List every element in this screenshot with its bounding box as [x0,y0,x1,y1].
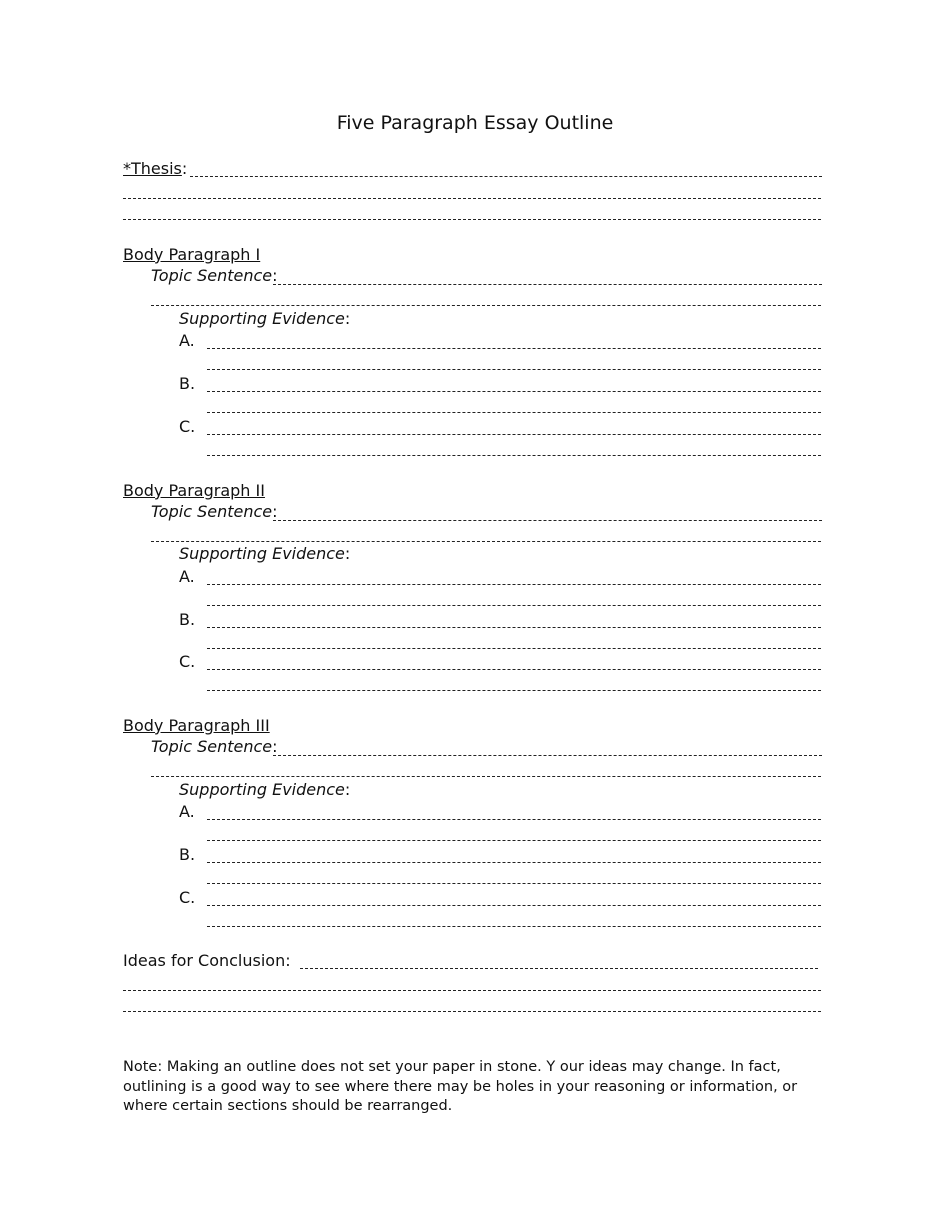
body-paragraph-3-heading: Body Paragraph III [123,716,270,735]
page-title: Five Paragraph Essay Outline [336,112,614,134]
thesis-label [123,159,187,179]
evidence-1b-line-1[interactable] [207,391,821,392]
evidence-2a-letter: A. [179,567,195,586]
evidence-1b-line-2[interactable] [207,412,821,413]
topic-sentence-2-text: Topic Sentence [151,502,273,521]
evidence-3a-line-1[interactable] [207,819,821,820]
evidence-2a-line-2[interactable] [207,605,821,606]
topic-sentence-1-line-2[interactable] [151,305,821,306]
topic-sentence-3-text: Topic Sentence [151,737,273,756]
evidence-1c-line-2[interactable] [207,455,821,456]
evidence-1a-letter: A. [179,331,195,350]
topic-sentence-1-line-1[interactable] [273,284,822,285]
topic-sentence-2-line-2[interactable] [151,541,821,542]
conclusion-line-3[interactable] [123,1011,821,1012]
conclusion-line-2[interactable] [123,990,821,991]
evidence-3c-letter: C. [179,888,196,907]
topic-sentence-3-label [151,737,278,757]
thesis-line-2[interactable] [123,198,821,199]
topic-sentence-3-colon: : [272,737,278,756]
evidence-3a-line-2[interactable] [207,840,821,841]
thesis-line-1[interactable] [190,176,822,177]
supporting-evidence-1-colon: : [344,309,351,328]
topic-sentence-3-line-2[interactable] [151,776,821,777]
body-paragraph-1-heading: Body Paragraph I [123,245,261,264]
conclusion-label: Ideas for Conclusion: [123,951,291,970]
supporting-evidence-3-text: Supporting Evidence [179,780,345,799]
evidence-2a-line-1[interactable] [207,584,821,585]
topic-sentence-1-text: Topic Sentence [151,266,273,285]
supporting-evidence-2-label [179,544,350,564]
topic-sentence-3-line-1[interactable] [273,755,822,756]
thesis-label-text: *Thesis [123,159,182,178]
supporting-evidence-1-text: Supporting Evidence [179,309,345,328]
evidence-3c-line-1[interactable] [207,905,821,906]
thesis-colon: : [181,159,188,178]
body-paragraph-2-heading: Body Paragraph II [123,481,265,500]
thesis-line-3[interactable] [123,219,821,220]
evidence-2b-line-1[interactable] [207,627,821,628]
supporting-evidence-2-text: Supporting Evidence [179,544,345,563]
evidence-2c-letter: C. [179,652,196,671]
evidence-3b-letter: B. [179,845,196,864]
evidence-1b-letter: B. [179,374,196,393]
evidence-1c-line-1[interactable] [207,434,821,435]
supporting-evidence-3-label [179,780,350,800]
note-paragraph: Note: Making an outline does not set your paper in stone. Y our ideas may change. In fact, outlining is a good way to see where there may be holes in your reasoning or information, or where certain sections should be rearranged. [123,1059,798,1114]
topic-sentence-2-label [151,502,278,522]
supporting-evidence-1-label [179,309,350,329]
topic-sentence-2-line-1[interactable] [273,520,822,521]
topic-sentence-1-colon: : [272,266,278,285]
evidence-3b-line-1[interactable] [207,862,821,863]
evidence-3b-line-2[interactable] [207,883,821,884]
note-text-block [123,1058,823,1117]
evidence-3a-letter: A. [179,802,195,821]
supporting-evidence-3-colon: : [344,780,351,799]
topic-sentence-2-colon: : [272,502,278,521]
conclusion-line-1[interactable] [300,968,818,969]
evidence-1a-line-1[interactable] [207,348,821,349]
evidence-2c-line-1[interactable] [207,669,821,670]
evidence-1a-line-2[interactable] [207,369,821,370]
topic-sentence-1-label [151,266,278,286]
evidence-2b-line-2[interactable] [207,648,821,649]
supporting-evidence-2-colon: : [344,544,351,563]
evidence-3c-line-2[interactable] [207,926,821,927]
evidence-1c-letter: C. [179,417,196,436]
evidence-2c-line-2[interactable] [207,690,821,691]
evidence-2b-letter: B. [179,610,196,629]
